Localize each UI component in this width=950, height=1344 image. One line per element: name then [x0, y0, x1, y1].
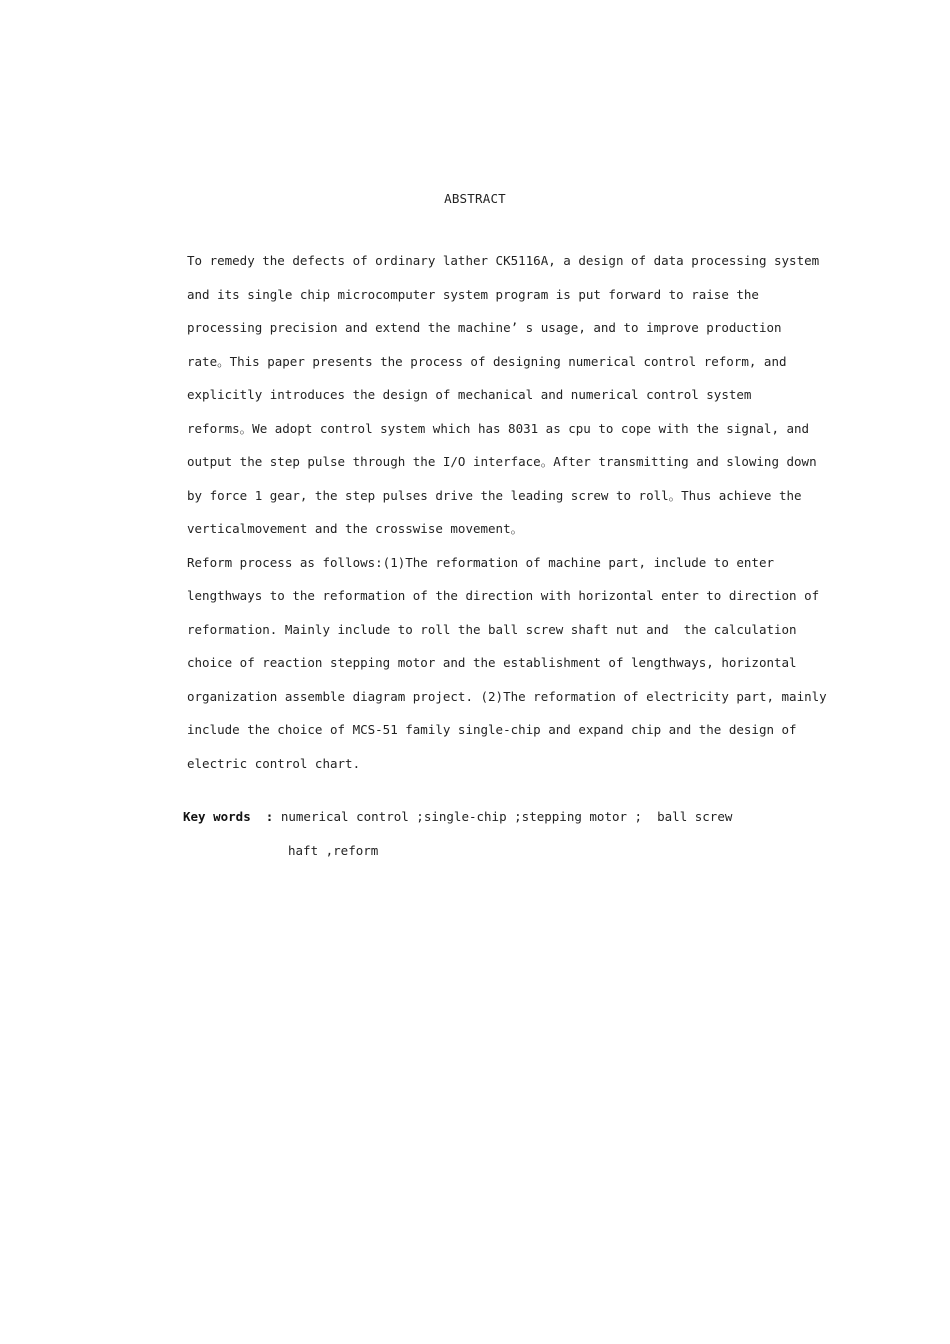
abstract-line: Reform process as follows:(1)The reformation of machine part, include to enter [187, 554, 774, 570]
abstract-line: rate。This paper presents the process of designing numerical control reform, and [187, 353, 787, 369]
keywords-continuation [183, 840, 843, 874]
keywords-section [183, 806, 843, 873]
abstract-line: verticalmovement and the crosswise movement。 [187, 521, 524, 536]
abstract-line: and its single chip microcomputer system program is put forward to raise the [187, 286, 759, 302]
abstract-body [187, 250, 827, 786]
keywords-line [183, 806, 843, 840]
abstract-line: reforms。We adopt control system which has 8031 as cpu to cope with the signal, and [187, 420, 810, 436]
keywords-separator: : [250, 809, 281, 824]
keywords-values-continued: haft ,reform [288, 842, 379, 858]
abstract-line: include the choice of MCS-51 family single-chip and expand chip and the design of [187, 722, 797, 737]
abstract-line: lengthways to the reformation of the direction with horizontal enter to direction of [187, 588, 820, 603]
abstract-line: electric control chart. [187, 755, 361, 771]
abstract-line: processing precision and extend the machine’ s usage, and to improve production [187, 320, 782, 335]
abstract-line: choice of reaction stepping motor and the establishment of lengthways, horizontal [187, 655, 797, 670]
abstract-line: by force 1 gear, the step pulses drive the leading screw to roll。Thus achieve the [187, 487, 802, 503]
abstract-title: ABSTRACT [444, 191, 506, 206]
abstract-line: reformation. Mainly include to roll the ball screw shaft nut and the calculation [187, 621, 797, 637]
keywords-values: numerical control ;single-chip ;stepping motor ; ball screw [280, 809, 733, 824]
keywords-label: Key words [183, 809, 251, 824]
abstract-line: organization assemble diagram project. (2)The reformation of electricity part, mainly [187, 688, 827, 704]
abstract-line: explicitly introduces the design of mechanical and numerical control system [187, 387, 752, 402]
abstract-line: output the step pulse through the I/O interface。After transmitting and slowing down [187, 454, 817, 469]
abstract-line: To remedy the defects of ordinary lather CK5116A, a design of data processing system [187, 253, 820, 268]
